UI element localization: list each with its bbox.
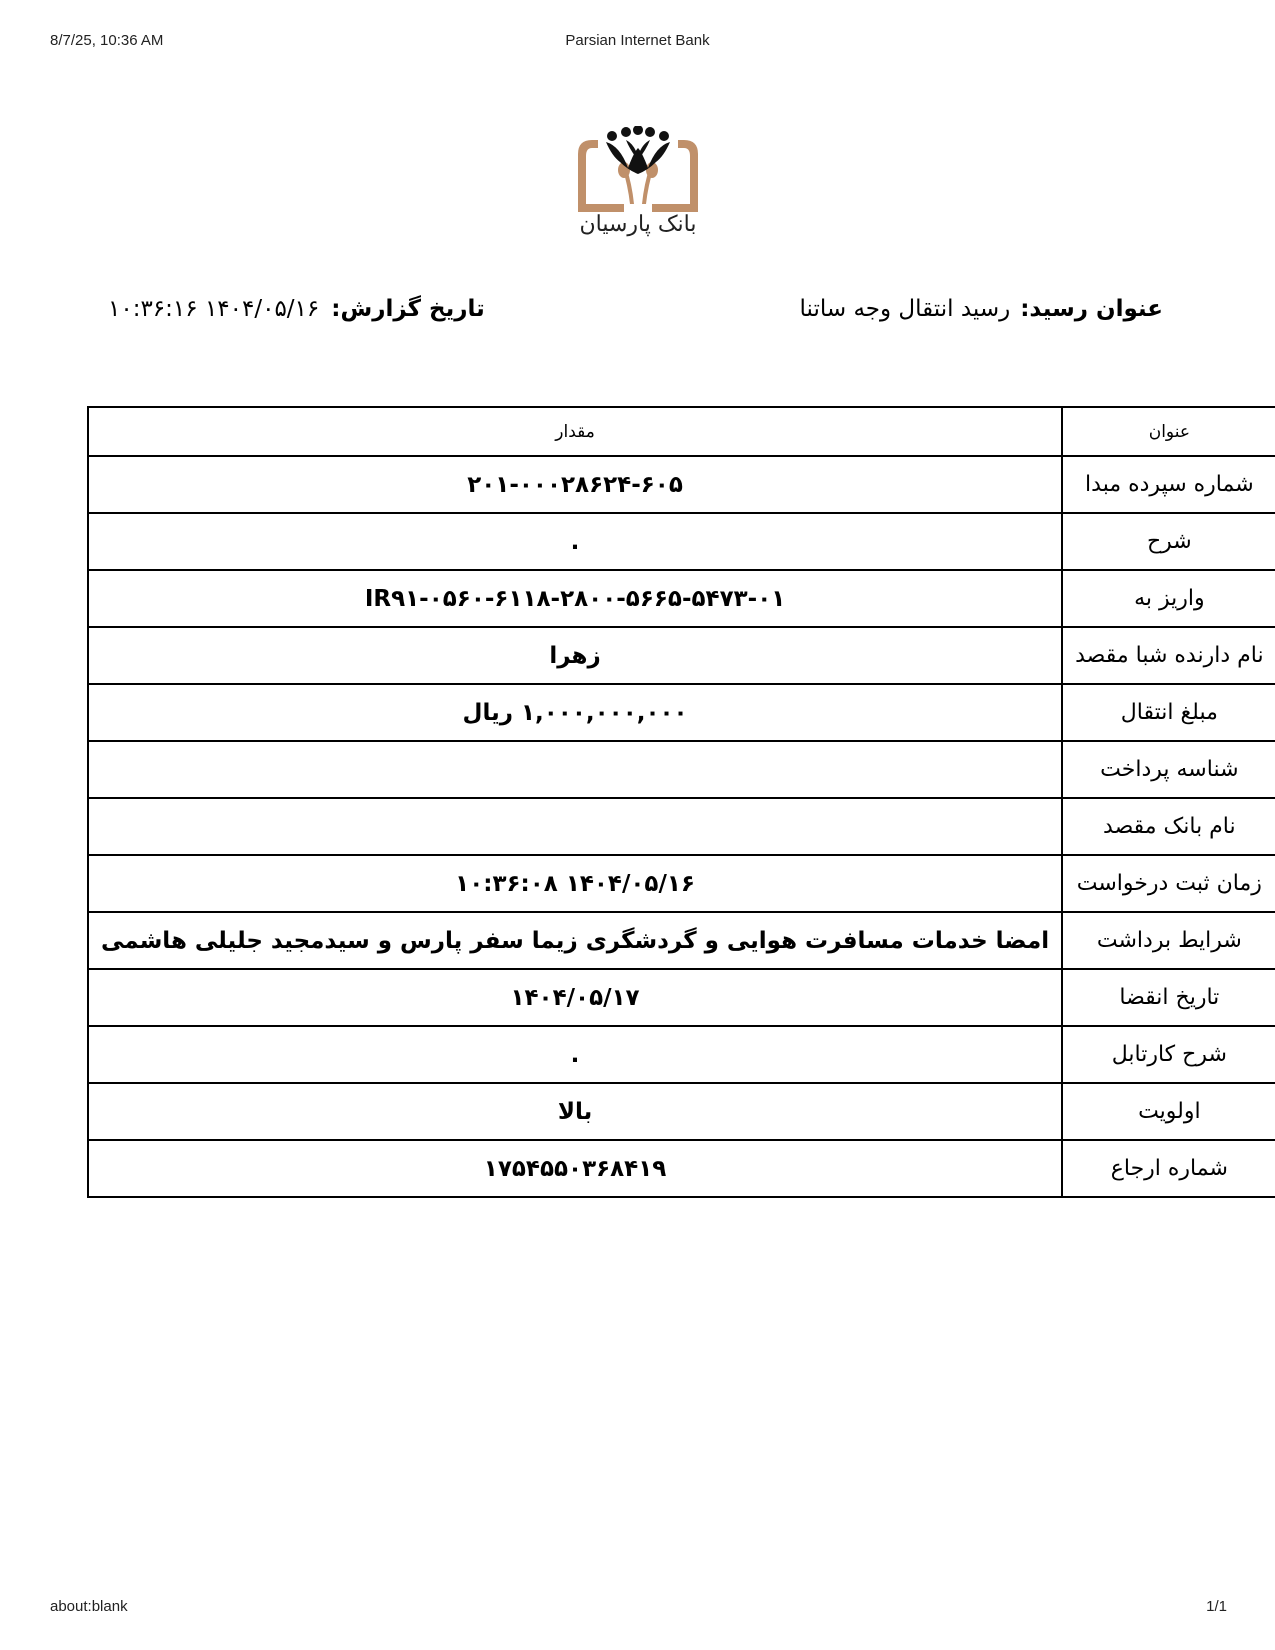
row-value: ۱,۰۰۰,۰۰۰,۰۰۰ ریال — [88, 684, 1062, 741]
table-row — [88, 1083, 1275, 1140]
row-key: نام بانک مقصد — [1062, 798, 1275, 855]
row-key: شرح کارتابل — [1062, 1026, 1275, 1083]
print-datetime: 8/7/25, 10:36 AM — [50, 32, 164, 49]
print-page-number: 1/1 — [1206, 1598, 1227, 1615]
table-row — [88, 969, 1275, 1026]
table-row — [88, 855, 1275, 912]
row-key: مبلغ انتقال — [1062, 684, 1275, 741]
row-value — [88, 798, 1062, 855]
row-key: نام دارنده شبا مقصد — [1062, 627, 1275, 684]
table-row — [88, 1140, 1275, 1197]
column-header-title: عنوان — [1062, 407, 1275, 456]
report-date-value: ۱۴۰۴/۰۵/۱۶ ۱۰:۳۶:۱۶ — [108, 296, 320, 322]
report-date-label: تاریخ گزارش: — [331, 296, 485, 322]
row-key: شماره ارجاع — [1062, 1140, 1275, 1197]
row-key: واریز به — [1062, 570, 1275, 627]
row-value: ۲۰۱-۰۰۰۲۸۶۲۴-۶۰۵ — [88, 456, 1062, 513]
table-header-row — [88, 407, 1275, 456]
bank-logo — [568, 126, 708, 256]
row-value: ۱۷۵۴۵۵۰۳۶۸۴۱۹ — [88, 1140, 1062, 1197]
table-row — [88, 798, 1275, 855]
receipt-title-value: رسید انتقال وجه ساتنا — [799, 296, 1011, 322]
receipt-title — [800, 296, 1163, 322]
table-row — [88, 684, 1275, 741]
table-row — [88, 513, 1275, 570]
row-value: IR۹۱-۰۵۶۰-۶۱۱۸-۲۸۰۰-۵۶۶۵-۵۴۷۳-۰۱ — [88, 570, 1062, 627]
row-value: امضا خدمات مسافرت هوایی و گردشگری زیما سفر پارس و سیدمجید جلیلی هاشمی — [88, 912, 1062, 969]
row-value: . — [88, 1026, 1062, 1083]
row-value: ۱۴۰۴/۰۵/۱۷ — [88, 969, 1062, 1026]
row-key: شماره سپرده مبدا — [1062, 456, 1275, 513]
row-value — [88, 741, 1062, 798]
table-row — [88, 570, 1275, 627]
table-row — [88, 741, 1275, 798]
table-row — [88, 456, 1275, 513]
report-date — [108, 296, 485, 322]
print-page-title: Parsian Internet Bank — [565, 32, 710, 49]
receipt-table — [87, 406, 1275, 1198]
row-key: شرایط برداشت — [1062, 912, 1275, 969]
row-value: . — [88, 513, 1062, 570]
print-url: about:blank — [50, 1598, 128, 1615]
row-key: شناسه پرداخت — [1062, 741, 1275, 798]
column-header-value: مقدار — [88, 407, 1062, 456]
row-value: ۱۴۰۴/۰۵/۱۶ ۱۰:۳۶:۰۸ — [88, 855, 1062, 912]
table-row — [88, 912, 1275, 969]
row-key: اولویت — [1062, 1083, 1275, 1140]
row-key: شرح — [1062, 513, 1275, 570]
parsian-logo-icon — [568, 126, 708, 216]
row-value: بالا — [88, 1083, 1062, 1140]
row-key: تاریخ انقضا — [1062, 969, 1275, 1026]
receipt-title-label: عنوان رسید: — [1020, 296, 1163, 322]
logo-wordmark: بانک پارسیان — [579, 212, 697, 237]
table-row — [88, 1026, 1275, 1083]
row-key: زمان ثبت درخواست — [1062, 855, 1275, 912]
table-row — [88, 627, 1275, 684]
row-value: زهرا — [88, 627, 1062, 684]
